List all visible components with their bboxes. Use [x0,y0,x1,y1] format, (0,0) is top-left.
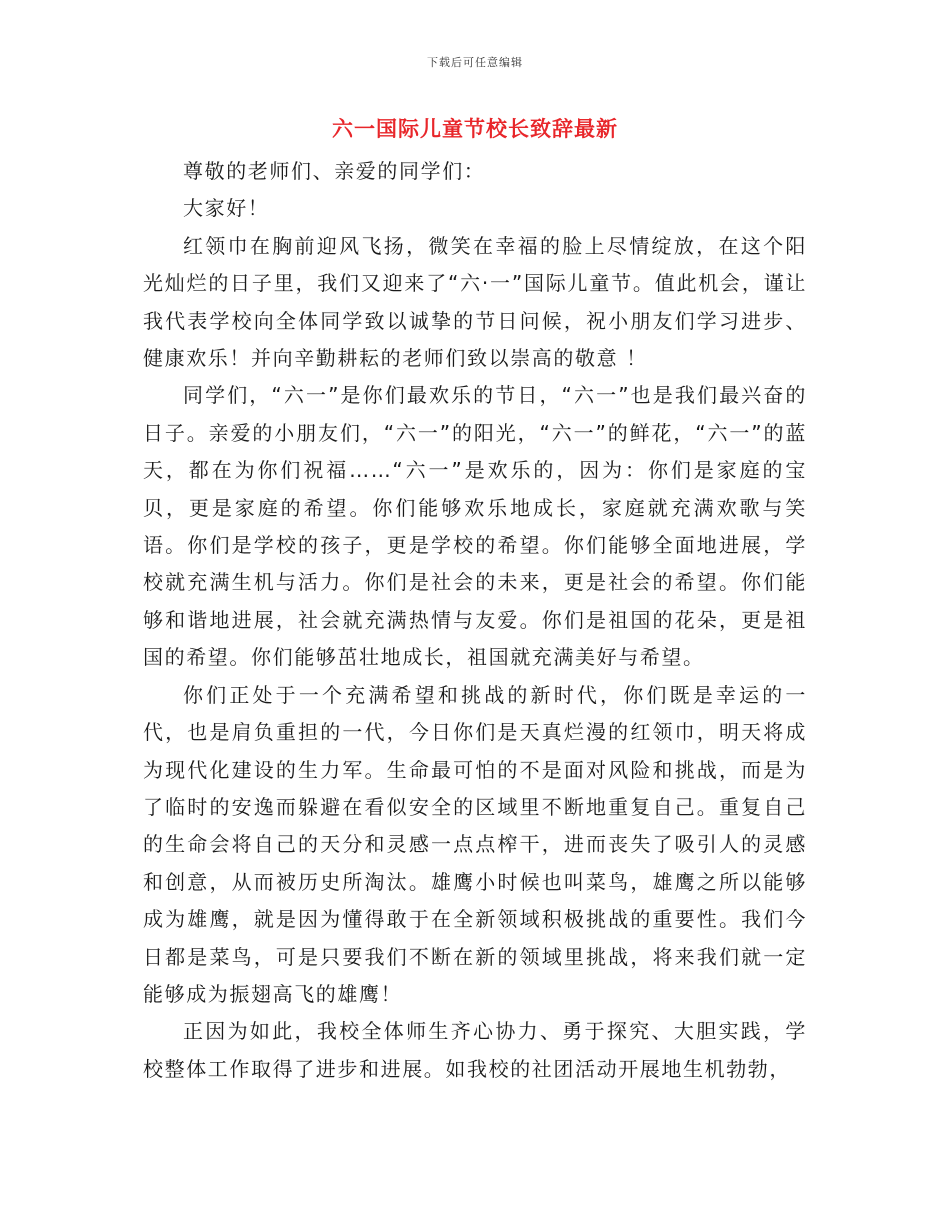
paragraph-4: 正因为如此，我校全体师生齐心协力、勇于探究、大胆实践，学校整体工作取得了进步和进展。如我校的社团活动开展地生机勃勃， [143,1019,807,1081]
header-note: 下载后可任意编辑 [427,56,523,69]
document-title: 六一国际儿童节校长致辞最新 [332,117,618,141]
greeting: 大家好！ [183,196,270,221]
document-body [143,153,807,1088]
salutation: 尊敬的老师们、亲爱的同学们： [183,159,486,183]
paragraph-3: 你们正处于一个充满希望和挑战的新时代，你们既是幸运的一代，也是肩负重担的一代，今日你们是天真烂漫的红领巾，明天将成为现代化建设的生力军。生命最可怕的不是面对风险和挑战，而是为了临时的安逸而躲避在看似安全的区域里不断地重复自己。重复自己的生命会将自己的天分和灵感一点点榨干，进而丧失了吸引人的灵感和创意，从而被历史所淘汰。雄鹰小时候也叫菜鸟，雄鹰之所以能够成为雄鹰，就是因为懂得敢于在全新领域积极挑战的重要性。我们今日都是菜鸟，可是只要我们不断在新的领域里挑战，将来我们就一定能够成为振翅高飞的雄鹰！ [143,682,807,1006]
paragraph-2: 同学们，“六一”是你们最欢乐的节日，“六一”也是我们最兴奋的日子。亲爱的小朋友们，“六一”的阳光，“六一”的鲜花，“六一”的蓝天，都在为你们祝福……“六一”是欢乐的，因为：你们是家庭的宝贝，更是家庭的希望。你们能够欢乐地成长，家庭就充满欢歌与笑语。你们是学校的孩子，更是学校的希望。你们能够全面地进展，学校就充满生机与活力。你们是社会的未来，更是社会的希望。你们能够和谐地进展，社会就充满热情与友爱。你们是祖国的花朵，更是祖国的希望。你们能够茁壮地成长，祖国就充满美好与希望。 [143,383,807,670]
paragraph-1: 红领巾在胸前迎风飞扬，微笑在幸福的脸上尽情绽放，在这个阳光灿烂的日子里，我们又迎来了“六·一”国际儿童节。值此机会，谨让我代表学校向全体同学致以诚挚的节日问候，祝小朋友们学习进步、健康欢乐！并向辛勤耕耘的老师们致以崇高的敬意 ！ [143,233,807,371]
